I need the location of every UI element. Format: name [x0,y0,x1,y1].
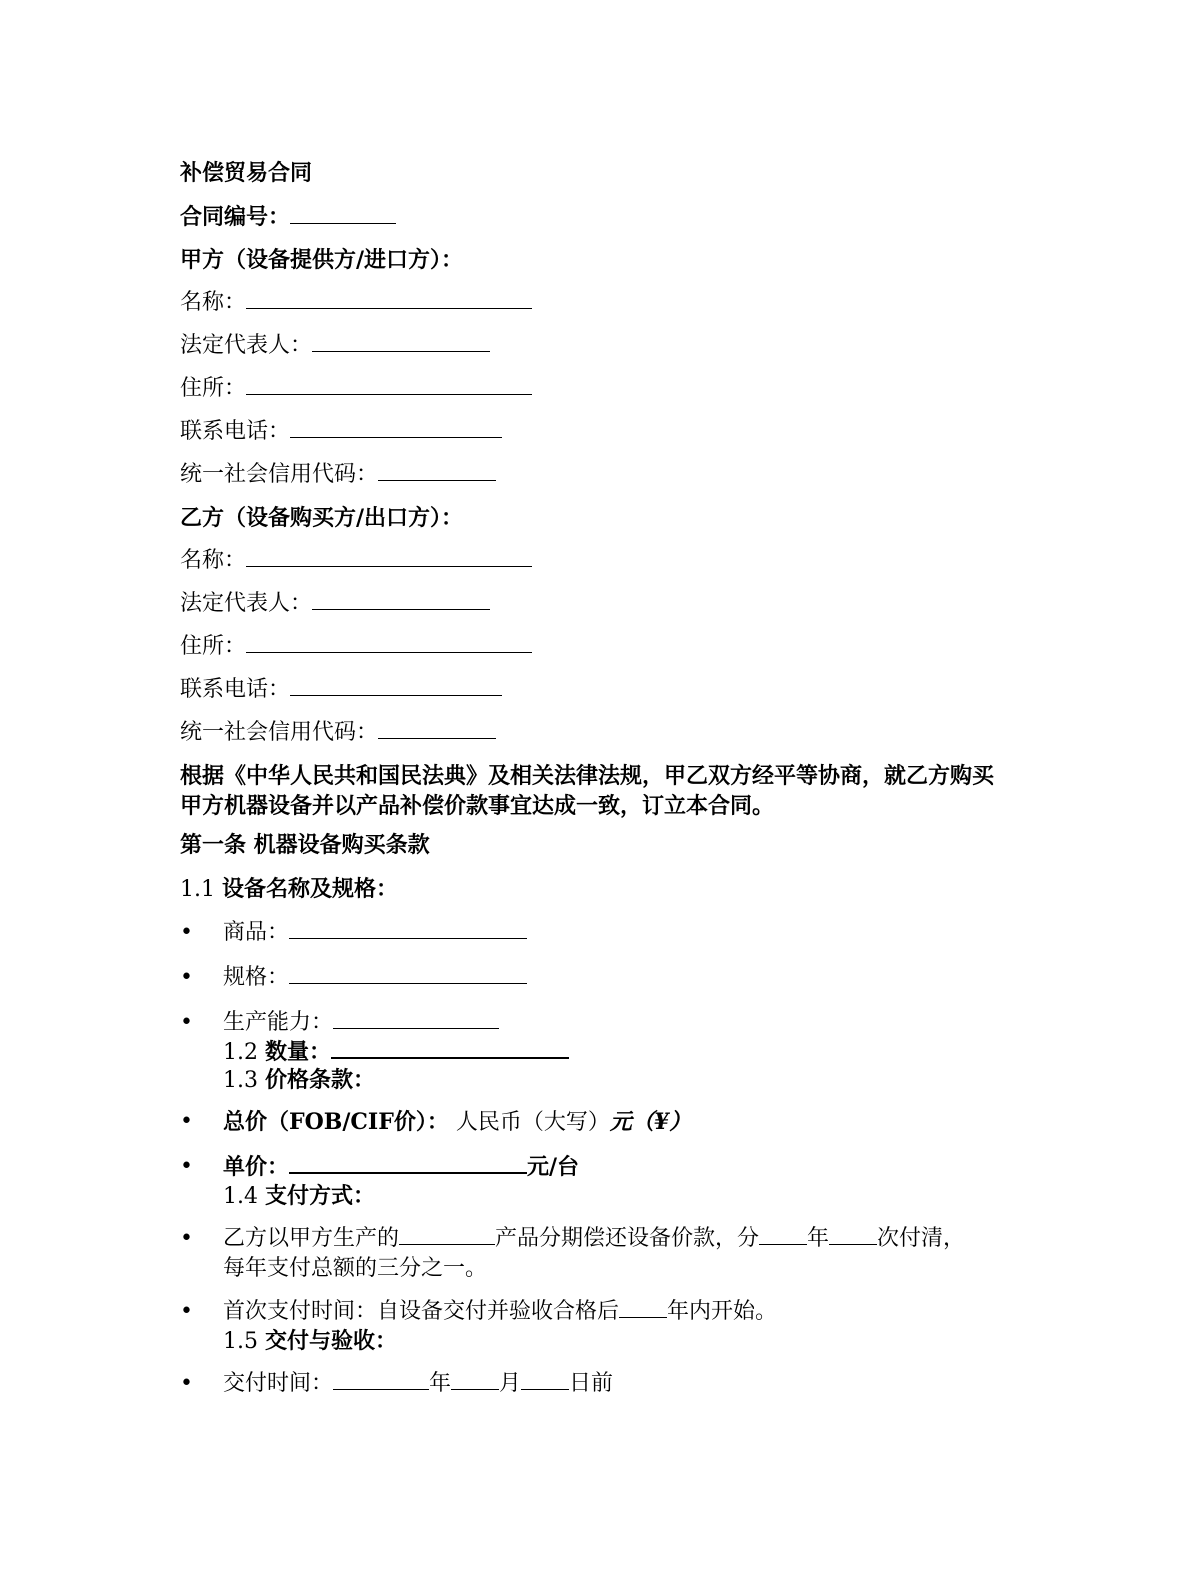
payment-text-a: 乙方以甲方生产的 [223,1226,400,1251]
section-1-5-title: 交付与验收： [265,1328,398,1354]
section-1-4 [223,1181,375,1212]
party-a-credit-line [180,460,496,490]
section-1-4-number: 1.4 [223,1184,258,1209]
party-b-address-blank[interactable] [246,632,532,653]
unit-price-unit: 元/台 [527,1154,580,1180]
party-a-rep-line [180,331,490,361]
item-capacity-blank[interactable] [333,1008,499,1029]
section-1-3-number: 1.3 [223,1068,258,1093]
bullet-icon: • [180,1226,193,1251]
party-a-rep-blank[interactable] [312,331,490,352]
section-1-1-title: 设备名称及规格： [222,876,399,902]
item-capacity-label: 生产能力： [223,1010,334,1035]
party-b-phone-line [180,675,502,705]
payment-text-c: 年 [807,1226,830,1251]
years-blank[interactable] [759,1224,807,1245]
party-b-name-label: 名称： [180,548,247,573]
party-b-address-line [180,632,532,662]
party-b-rep-line [180,589,490,619]
party-a-phone-line [180,417,502,447]
item-spec [223,963,527,993]
payment2-text-b: 年内开始。 [667,1299,778,1324]
payment-text-d: 次付清， [877,1226,966,1251]
payment-text-b: 产品分期偿还设备价款，分 [495,1226,760,1251]
party-b-rep-blank[interactable] [312,589,490,610]
party-a-heading: 甲方（设备提供方/进口方）： [180,247,464,273]
times-blank[interactable] [829,1224,877,1245]
party-a-credit-label: 统一社会信用代码： [180,462,379,487]
delivery-day-blank[interactable] [521,1369,569,1390]
payment-item-1 [223,1224,965,1254]
payment2-text-a: 首次支付时间：自设备交付并验收合格后 [223,1299,620,1324]
bullet-icon: • [180,965,193,990]
party-a-phone-blank[interactable] [290,417,502,438]
item-goods [223,918,527,948]
party-b-heading: 乙方（设备购买方/出口方）： [180,505,464,531]
party-a-address-blank[interactable] [246,374,532,395]
bullet-icon: • [180,920,193,945]
party-b-credit-blank[interactable] [378,718,496,739]
article-1-heading: 第一条 机器设备购买条款 [180,832,430,858]
product-blank[interactable] [399,1224,495,1245]
contract-number-label: 合同编号： [180,204,291,230]
delivery-time-line [223,1369,613,1399]
party-a-address-line [180,374,532,404]
first-payment-years-blank[interactable] [619,1297,667,1318]
bullet-icon: • [180,1109,193,1134]
party-b-credit-line [180,718,496,748]
contract-number-blank[interactable] [290,203,396,224]
party-b-name-line [180,546,532,576]
section-1-3 [223,1065,375,1096]
party-a-name-line [180,288,532,318]
total-price-line [223,1107,691,1138]
section-1-3-title: 价格条款： [265,1067,376,1093]
section-1-4-title: 支付方式： [265,1183,376,1209]
total-price-rmb: 人民币（大写） [455,1110,610,1135]
total-price-label: 总价（FOB/CIF价）： [223,1109,449,1135]
party-b-phone-blank[interactable] [290,675,502,696]
document-title: 补偿贸易合同 [180,160,313,186]
party-a-name-label: 名称： [180,290,247,315]
total-price-unit: 元（¥） [609,1109,692,1135]
party-a-credit-blank[interactable] [378,460,496,481]
item-capacity [223,1008,499,1038]
section-1-5-number: 1.5 [223,1329,258,1354]
item-spec-label: 规格： [223,965,290,990]
bullet-icon: • [180,1154,193,1179]
payment-item-2 [223,1297,777,1327]
delivery-year-text: 年 [429,1371,452,1396]
unit-price-blank[interactable] [289,1152,527,1174]
party-b-phone-label: 联系电话： [180,677,291,702]
item-goods-label: 商品： [223,920,290,945]
preamble-paragraph: 根据《中华人民共和国民法典》及相关法律法规，甲乙双方经平等协商，就乙方购买甲方机器设备并以产品补偿价款事宜达成一致，订立本合同。 [180,763,995,819]
delivery-day-text: 日前 [569,1371,614,1396]
item-goods-blank[interactable] [289,918,527,939]
delivery-label: 交付时间： [223,1371,334,1396]
bullet-icon: • [180,1010,193,1035]
party-b-name-blank[interactable] [246,546,532,567]
delivery-month-text: 月 [499,1371,522,1396]
item-spec-blank[interactable] [289,963,527,984]
section-1-1-number: 1.1 [180,877,215,902]
bullet-icon: • [180,1299,193,1324]
party-a-address-label: 住所： [180,376,247,401]
party-b-rep-label: 法定代表人： [180,591,313,616]
unit-price-label: 单价： [223,1154,290,1180]
section-1-5 [223,1326,397,1357]
section-1-2 [223,1037,569,1068]
party-a-rep-label: 法定代表人： [180,333,313,358]
section-1-2-title: 数量： [265,1039,332,1065]
party-a-phone-label: 联系电话： [180,419,291,444]
section-1-2-number: 1.2 [223,1040,258,1065]
bullet-icon: • [180,1371,193,1396]
unit-price-line [223,1152,579,1183]
party-a-name-blank[interactable] [246,288,532,309]
delivery-year-blank[interactable] [333,1369,429,1390]
delivery-month-blank[interactable] [451,1369,499,1390]
payment-item-1-cont: 每年支付总额的三分之一。 [223,1256,488,1281]
section-1-1 [180,874,398,905]
contract-number-line [180,202,396,232]
party-b-address-label: 住所： [180,634,247,659]
quantity-blank[interactable] [331,1037,569,1059]
party-b-credit-label: 统一社会信用代码： [180,720,379,745]
